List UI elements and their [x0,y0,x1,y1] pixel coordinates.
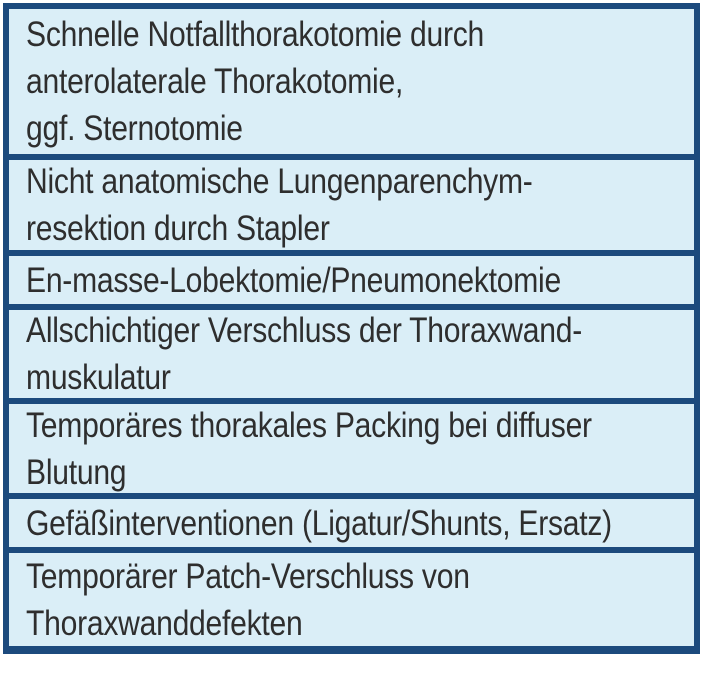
cell-text-line: Schnelle Notfallthorakotomie durch [26,15,485,54]
cell-text-line: Temporäres thorakales Packing bei diffuser [26,405,592,445]
table-row [9,398,694,493]
table-row [9,9,694,154]
procedures-table [3,3,700,654]
table-row [9,250,694,304]
cell-text-line: anterolaterale Thorakotomie, [26,62,404,101]
table-row [9,154,694,250]
cell-text-line: ggf. Sternotomie [26,109,243,148]
table-row [9,547,694,646]
table-row [9,493,694,547]
table-row [9,304,694,398]
cell-text-line: Thoraxwanddefekten [26,603,303,643]
cell-text-line: Temporärer Patch-Verschluss von [26,556,470,596]
cell-text-line: En-masse-Lobektomie/Pneumonektomie [26,260,561,300]
cell-text-line: Nicht anatomische Lungenparenchym- [26,162,533,201]
cell-text-line: muskulatur [26,358,171,397]
cell-text-line: resektion durch Stapler [26,209,330,248]
cell-text-line: Blutung [26,452,127,492]
cell-text-line: Allschichtiger Verschluss der Thoraxwand- [26,311,583,350]
cell-text-line: Gefäßinterventionen (Ligatur/Shunts, Ersatz) [26,503,612,543]
